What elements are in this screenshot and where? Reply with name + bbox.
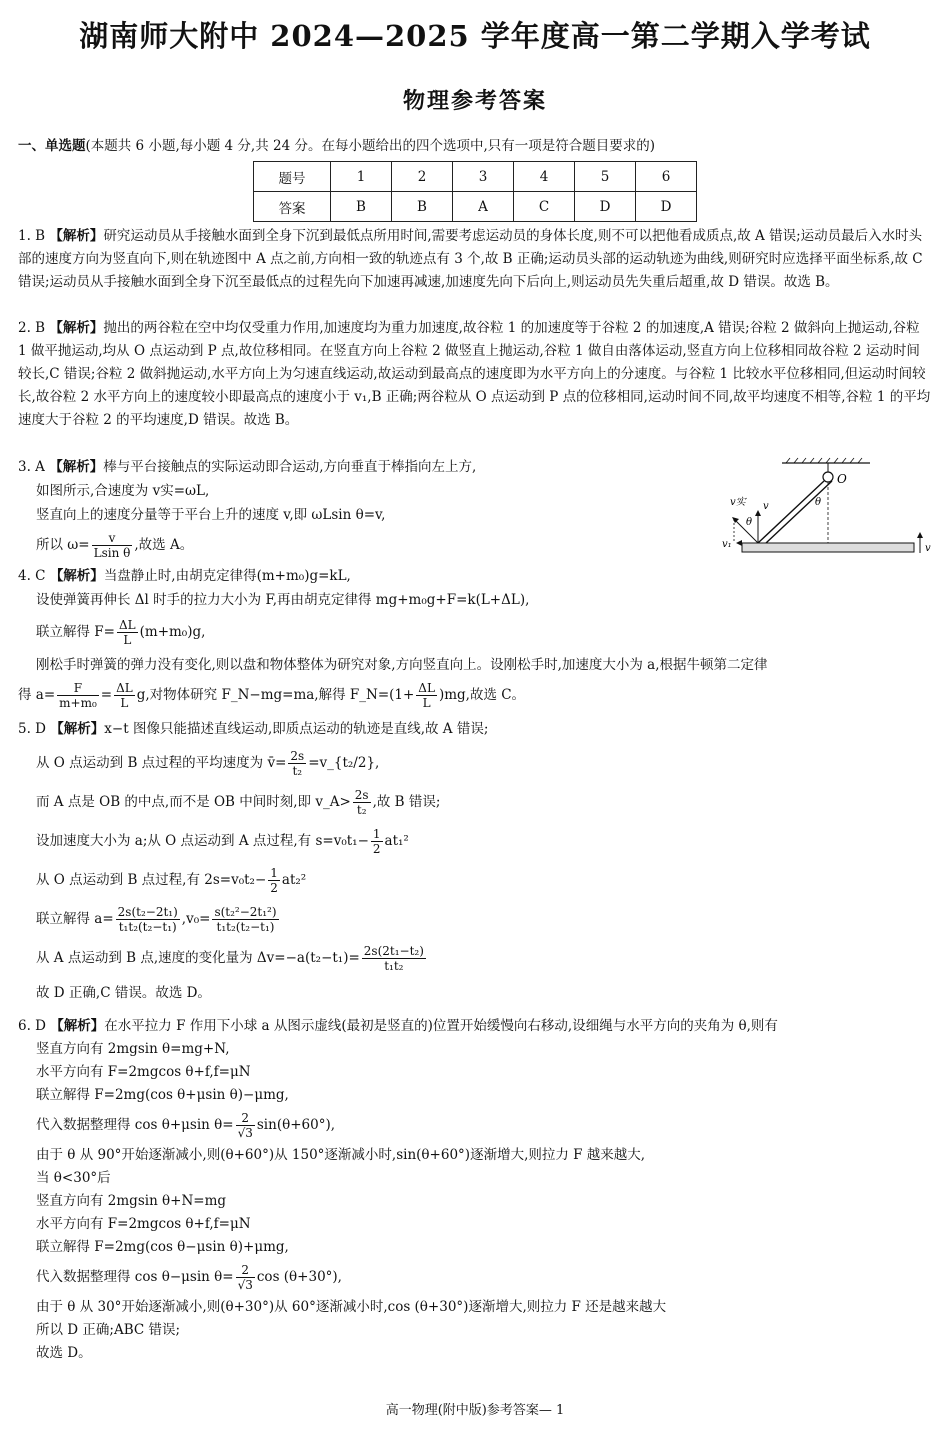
q1-answer: 1. B bbox=[18, 228, 46, 244]
table-cell: B bbox=[331, 192, 392, 222]
q4-line3b: (m+m₀)g, bbox=[139, 624, 206, 640]
q4-answer: 4. C bbox=[18, 568, 46, 584]
q5-line8: 故 D 正确,C 错误。故选 D。 bbox=[36, 985, 211, 1001]
q5-line5b: at₂² bbox=[281, 872, 307, 888]
q5-line7a: 从 A 点运动到 B 点,速度的变化量为 Δv=−a(t₂−t₁)= bbox=[36, 950, 360, 966]
q6-answer: 6. D bbox=[18, 1018, 46, 1034]
fraction: $\frac{2s}{\text{t₂}}$ bbox=[290, 749, 305, 778]
q6-line4: 联立解得 F=2mg(cos θ+μsin θ)−μmg, bbox=[36, 1087, 289, 1103]
q6-line5b: sin(θ+60°), bbox=[256, 1117, 336, 1133]
q6-line10: 联立解得 F=2mg(cos θ−μsin θ)+μmg, bbox=[36, 1239, 289, 1255]
fraction: $\frac{2s}{\text{t₂}}$ bbox=[354, 788, 369, 817]
q6-line5a: 代入数据整理得 cos θ+μsin θ= bbox=[36, 1117, 234, 1133]
q4-line5c: )mg,故选 C。 bbox=[438, 687, 526, 703]
q6-line7: 当 θ<30°后 bbox=[36, 1170, 111, 1186]
q6-line14: 故选 D。 bbox=[36, 1345, 92, 1361]
fig-label: v bbox=[763, 501, 769, 512]
rod-platform-figure bbox=[720, 455, 940, 563]
q5-line4a: 设加速度大小为 a;从 O 点运动到 A 点过程,有 s=v₀t₁− bbox=[36, 833, 369, 849]
q6-tag: 【解析】 bbox=[50, 1018, 105, 1034]
fraction: $\frac{\text{2s(t₂−2t₁)}}{\text{t₁t₂(t₂−t₁)}}$ bbox=[117, 905, 178, 934]
fig-label: θ bbox=[746, 517, 753, 528]
q3-line2: 如图所示,合速度为 v实=ωL, bbox=[36, 483, 210, 499]
question-6-solution bbox=[18, 1015, 932, 1365]
q3-line4a: 所以 ω= bbox=[36, 537, 90, 553]
q2-text: 抛出的两谷粒在空中均仅受重力作用,加速度均为重力加速度,故谷粒 1 的加速度等于谷粒 2 的加速度,A 错误;谷粒 2 做斜向上抛运动,谷粒 1 做平抛运动,均从 O 点运动到 P 点,故位移相同。在竖直方向上谷粒 2 做竖直上抛运动,谷粒 1 做自由落体运动,竖直方向上位移相同故谷粒 2 运动时间较长,C 错误;谷粒 2 做斜抛运动,水平方向上为匀速直线运动,故运动到最高点的速度即为水平方向上的分速度。与谷粒 1 比较水平位移相同,但运动时间较长,故谷粒 2 水平方向上的速度较小即最高点的速度小于 v₁,B 正确;两谷粒从 O 点运动到 P 点的位移相同,运动时间不同,故平均速度不相等,谷粒 1 的平均速度大于谷粒 2 的平均速度,D 错误。故选 B。 bbox=[18, 320, 931, 428]
section-label: 一、单选题 bbox=[18, 138, 86, 154]
q4-line1: 当盘静止时,由胡克定律得(m+m₀)g=kL, bbox=[103, 568, 351, 584]
question-5-solution: 5. D 【解析】x−t 图像只能描述直线运动,即质点运动的轨迹是直线,故 A 错误; 从 O 点运动到 B 点过程的平均速度为 v̄= $\frac{2s}{\text{t₂}}$ =v_{t₂/2}, 而 A 点是 OB 的中点,而不是 OB 中间时刻,即 v_A> $\frac{2s}{\text{t₂}}$ ,故 B 错误; 设加速度大小为 a;从 O 点运动到 A 点过程,有 s=v₀t₁− $\frac{1}{2}$ at₁² 从 O 点运动到 B 点过程,有 2s=v₀t₂− $\frac{1}{2}$ at₂² 联立解得 a= $\frac{\text{2s(t₂−2t₁)}}{\text{t₁t₂(t₂−t₁)}}$ ,v₀= $\frac{\text{s(t₂²−2t₁²)}}{\text{t₁t₂(t₂−t₁)}}$ 从 A 点运动到 B 点,速度的变化量为 Δv=−a(t₂−t₁)= $\frac{\text{2s(2t₁−t₂)}}{\text{t₁t₂}}$ 故 D 正确,C 错误。故选 D。 bbox=[18, 717, 932, 1005]
table-cell: 4 bbox=[514, 162, 575, 192]
question-4-solution: 4. C 【解析】当盘静止时,由胡克定律得(m+m₀)g=kL, 设使弹簧再伸长 Δl 时手的拉力大小为 F,再由胡克定律得 mg+m₀g+F=k(L+ΔL), 联立解得 F= $\frac{\Delta L}{L}$ (m+m₀)g, 刚松手时弹簧的弹力没有变化,则以盘和物体整体为研究对象,方向竖直向上。设刚松手时,加速度大小为 a,根据牛顿第二定律 得 a= $\frac{F}{\text{m+m₀}}$ = $\frac{\Delta L}{L}$ g,对物体研究 F_N−mg=ma,解得 F_N=(1+ $\frac{\Delta L}{L}$ )mg,故选 C。 bbox=[18, 564, 932, 710]
answer-table bbox=[253, 161, 697, 222]
fraction: $\frac{\Delta L}{L}$ bbox=[118, 618, 136, 647]
q4-line4: 刚松手时弹簧的弹力没有变化,则以盘和物体整体为研究对象,方向竖直向上。设刚松手时,加速度大小为 a,根据牛顿第二定律 bbox=[36, 657, 768, 673]
fraction: $\frac{\Delta L}{L}$ bbox=[116, 681, 133, 710]
q5-line4b: at₁² bbox=[384, 833, 409, 849]
q5-line3a: 而 A 点是 OB 的中点,而不是 OB 中间时刻,即 v_A> bbox=[36, 794, 351, 810]
page-subtitle: 物理参考答案 bbox=[402, 88, 547, 114]
question-2-solution bbox=[18, 317, 932, 432]
table-cell: A bbox=[453, 192, 514, 222]
q1-tag: 【解析】 bbox=[49, 228, 104, 244]
fraction: $\frac{v}{\text{Lsin θ}}$ bbox=[93, 531, 131, 560]
table-cell: D bbox=[575, 192, 636, 222]
table-cell: 6 bbox=[636, 162, 697, 192]
q4-line5a: 得 a= bbox=[18, 687, 56, 703]
fraction: $\frac{2}{√3}$ bbox=[237, 1111, 253, 1140]
table-row bbox=[254, 192, 697, 222]
q5-line6a: 联立解得 a= bbox=[36, 911, 114, 927]
q6-line2: 竖直方向有 2mgsin θ=mg+N, bbox=[36, 1041, 230, 1057]
q5-tag: 【解析】 bbox=[50, 721, 105, 737]
q3-line4b: ,故选 A。 bbox=[134, 537, 194, 553]
fig-label: θ bbox=[815, 497, 822, 508]
section-heading bbox=[18, 137, 932, 155]
table-head-number: 题号 bbox=[254, 162, 331, 192]
q4-line2: 设使弹簧再伸长 Δl 时手的拉力大小为 F,再由胡克定律得 mg+m₀g+F=k(L+ΔL), bbox=[36, 592, 530, 608]
fraction: $\frac{\text{2s(2t₁−t₂)}}{\text{t₁t₂}}$ bbox=[363, 944, 424, 973]
fig-label: O bbox=[837, 472, 847, 486]
q6-line1: 在水平拉力 F 作用下小球 a 从图示虚线(最初是竖直的)位置开始缓慢向右移动,设细绳与水平方向的夹角为 θ,则有 bbox=[104, 1018, 778, 1034]
fraction: $\frac{\Delta L}{L}$ bbox=[418, 681, 435, 710]
fig-label: v₁ bbox=[722, 539, 732, 550]
q3-line1: 棒与平台接触点的实际运动即合运动,方向垂直于棒指向左上方, bbox=[103, 459, 477, 475]
fraction: $\frac{\text{s(t₂²−2t₁²)}}{\text{t₁t₂(t₂−t₁)}}$ bbox=[214, 905, 277, 934]
q5-line5a: 从 O 点运动到 B 点过程,有 2s=v₀t₂− bbox=[36, 872, 267, 888]
q4-line5b: g,对物体研究 F_N−mg=ma,解得 F_N=(1+ bbox=[136, 687, 415, 703]
table-cell: 1 bbox=[331, 162, 392, 192]
fraction: $\frac{1}{2}$ bbox=[270, 866, 278, 895]
q6-line11a: 代入数据整理得 cos θ−μsin θ= bbox=[36, 1269, 234, 1285]
q2-answer: 2. B bbox=[18, 320, 46, 336]
question-3-solution bbox=[18, 455, 708, 560]
q3-answer: 3. A bbox=[18, 459, 45, 475]
fig-label: v实 bbox=[730, 497, 746, 508]
page-footer: 高一物理(附中版)参考答案— 1 bbox=[385, 1403, 565, 1418]
q2-tag: 【解析】 bbox=[49, 320, 104, 336]
q5-line1: x−t 图像只能描述直线运动,即质点运动的轨迹是直线,故 A 错误; bbox=[104, 721, 489, 737]
table-cell: 3 bbox=[453, 162, 514, 192]
table-cell: 2 bbox=[392, 162, 453, 192]
table-cell: B bbox=[392, 192, 453, 222]
q5-line2a: 从 O 点运动到 B 点过程的平均速度为 v̄= bbox=[36, 755, 287, 771]
q6-line9: 水平方向有 F=2mgcos θ+f,f=μN bbox=[36, 1216, 251, 1232]
q5-line2b: =v_{t₂/2}, bbox=[308, 755, 380, 771]
table-cell: C bbox=[514, 192, 575, 222]
q4-tag: 【解析】 bbox=[49, 568, 104, 584]
table-row bbox=[254, 162, 697, 192]
q5-line3b: ,故 B 错误; bbox=[372, 794, 441, 810]
page-title: 湖南师大附中 2024—2025 学年度高一第二学期入学考试 bbox=[79, 19, 871, 53]
q6-line13: 所以 D 正确;ABC 错误; bbox=[36, 1322, 181, 1338]
section-description: (本题共 6 小题,每小题 4 分,共 24 分。在每小题给出的四个选项中,只有一项是符合题目要求的) bbox=[85, 138, 656, 154]
q6-line6: 由于 θ 从 90°开始逐渐减小,则(θ+60°)从 150°逐渐减小时,sin(θ+60°)逐渐增大,则拉力 F 越来越大, bbox=[36, 1147, 646, 1163]
q6-line11b: cos (θ+30°), bbox=[256, 1269, 342, 1285]
fraction: $\frac{2}{√3}$ bbox=[237, 1263, 253, 1292]
fraction: $\frac{1}{2}$ bbox=[372, 827, 381, 856]
q4-line3a: 联立解得 F= bbox=[36, 624, 115, 640]
fig-label: v bbox=[925, 543, 931, 554]
q3-tag: 【解析】 bbox=[49, 459, 104, 475]
q5-answer: 5. D bbox=[18, 721, 46, 737]
q6-line12: 由于 θ 从 30°开始逐渐减小,则(θ+30°)从 60°逐渐减小时,cos (θ+30°)逐渐增大,则拉力 F 还是越来越大 bbox=[36, 1299, 667, 1315]
fraction: $\frac{F}{\text{m+m₀}}$ bbox=[59, 681, 97, 710]
table-cell: 5 bbox=[575, 162, 636, 192]
q6-line3: 水平方向有 F=2mgcos θ+f,f=μN bbox=[36, 1064, 251, 1080]
table-cell: D bbox=[636, 192, 697, 222]
question-1-solution bbox=[18, 225, 932, 294]
table-head-answer: 答案 bbox=[254, 192, 331, 222]
q1-text: 研究运动员从手接触水面到全身下沉到最低点所用时间,需要考虑运动员的身体长度,则不可以把他看成质点,故 A 错误;运动员最后入水时头部的速度方向为竖直向下,则在轨迹图中 A 点之前,方向相一致的轨迹点有 3 个,故 B 正确;运动员头部的运动轨迹为曲线,则研究时应选择平面坐标系,故 C 错误;运动员从手接触水面到全身下沉至最低点的过程先向下加速再减速,加速度先向下后向上,则运动员先失重后超重,故 D 错误。故选 B。 bbox=[18, 228, 923, 290]
q6-line8: 竖直方向有 2mgsin θ+N=mg bbox=[36, 1193, 227, 1209]
q3-line3: 竖直向上的速度分量等于平台上升的速度 v,即 ωLsin θ=v, bbox=[36, 507, 386, 523]
